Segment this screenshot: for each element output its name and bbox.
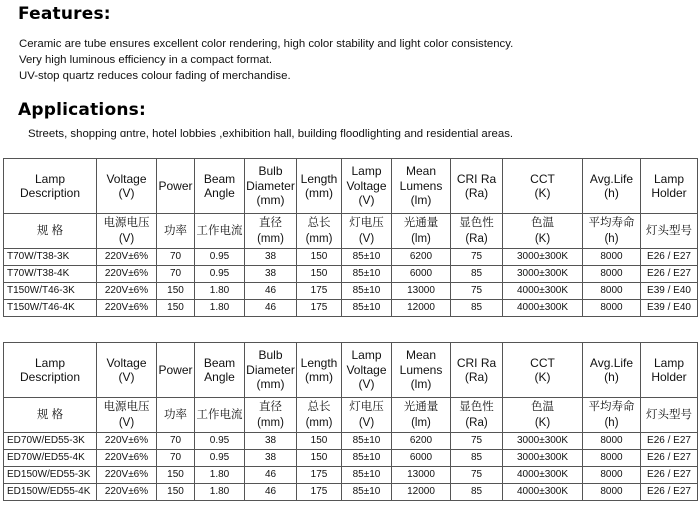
header-text: (mm) [305, 186, 333, 200]
cell-power: 70 [157, 433, 195, 450]
cell-cct: 4000±300K [503, 283, 583, 300]
header-voltage [97, 343, 157, 398]
header-text: 灯头型号 [646, 409, 692, 421]
header-zh-beam-angle [195, 398, 245, 433]
cell-cri: 85 [451, 484, 503, 501]
cell-avg-life: 8000 [583, 300, 641, 317]
header-zh-cct [503, 398, 583, 433]
header-text: (h) [604, 370, 619, 384]
header-text: (V) [118, 370, 135, 384]
header-mean-lumens [392, 343, 451, 398]
header-text: Length [300, 355, 338, 370]
header-mean-lumens [392, 159, 451, 214]
header-lamp-voltage [342, 343, 392, 398]
header-text: 规 格 [36, 409, 64, 421]
cell-bulb-diameter: 46 [245, 467, 297, 484]
cell-lamp-holder: E39 / E40 [641, 300, 698, 317]
cell-length: 175 [297, 283, 342, 300]
cell-cct: 3000±300K [503, 450, 583, 467]
cell-lamp-description: T70W/T38-3K [4, 249, 97, 266]
cell-voltage: 220V±6% [97, 283, 157, 300]
header-text: (V) [118, 417, 135, 429]
header-text: (V) [358, 417, 375, 429]
header-text: (V) [118, 186, 135, 200]
header-zh-power [157, 214, 195, 249]
header-zh-mean-lumens [392, 398, 451, 433]
header-text: 光通量 [403, 217, 439, 229]
cell-avg-life: 8000 [583, 484, 641, 501]
header-cct [503, 159, 583, 214]
header-text: Lamp [34, 355, 66, 370]
header-text: Holder [651, 186, 687, 200]
header-text: (mm) [305, 417, 333, 429]
cell-lamp-holder: E26 / E27 [641, 484, 698, 501]
cell-mean-lumens: 12000 [392, 300, 451, 317]
cell-beam-angle: 0.95 [195, 266, 245, 283]
header-bulb-diameter [245, 159, 297, 214]
cell-power: 70 [157, 266, 195, 283]
cell-mean-lumens: 13000 [392, 467, 451, 484]
spec-table-ed-series [3, 342, 698, 501]
header-text: (lm) [410, 377, 432, 392]
cell-mean-lumens: 12000 [392, 484, 451, 501]
cell-avg-life: 8000 [583, 433, 641, 450]
cell-power: 150 [157, 467, 195, 484]
cell-avg-life: 8000 [583, 450, 641, 467]
header-cri [451, 159, 503, 214]
header-text: Lumens [399, 362, 443, 377]
header-bulb-diameter [245, 343, 297, 398]
cell-length: 175 [297, 467, 342, 484]
cell-bulb-diameter: 38 [245, 249, 297, 266]
header-text: 电源电压 [103, 217, 150, 229]
header-avg-life [583, 159, 641, 214]
header-text: Lamp [34, 171, 66, 186]
header-lamp-description [4, 159, 97, 214]
header-zh-lamp-description [4, 398, 97, 433]
header-text: Voltage [106, 171, 147, 186]
table-row [4, 266, 698, 283]
header-text: CRI Ra [456, 355, 497, 370]
header-zh-beam-angle [195, 214, 245, 249]
header-text: 直径 [259, 217, 282, 229]
header-avg-life [583, 343, 641, 398]
header-text: Mean [405, 348, 437, 363]
header-text: (lm) [410, 193, 432, 208]
header-zh-mean-lumens [392, 214, 451, 249]
header-zh-lamp-holder [641, 398, 698, 433]
header-lamp-voltage [342, 159, 392, 214]
header-text: Lumens [399, 178, 443, 193]
cell-length: 175 [297, 300, 342, 317]
feature-line: UV-stop quartz reduces colour fading of merchandise. [19, 70, 291, 82]
header-length [297, 159, 342, 214]
table-row [4, 300, 698, 317]
cell-lamp-holder: E26 / E27 [641, 433, 698, 450]
cell-power: 150 [157, 300, 195, 317]
cell-beam-angle: 1.80 [195, 283, 245, 300]
header-text: CCT [530, 171, 555, 186]
header-zh-cri [451, 214, 503, 249]
cell-cri: 85 [451, 450, 503, 467]
header-zh-lamp-voltage [342, 214, 392, 249]
header-text: Holder [651, 370, 687, 384]
table-row [4, 450, 698, 467]
header-text: Lamp [653, 171, 685, 186]
cell-voltage: 220V±6% [97, 467, 157, 484]
cell-lamp-voltage: 85±10 [342, 249, 392, 266]
cell-lamp-holder: E26 / E27 [641, 249, 698, 266]
cell-avg-life: 8000 [583, 467, 641, 484]
header-text: Voltage [346, 178, 387, 193]
cell-lamp-voltage: 85±10 [342, 266, 392, 283]
header-text: Power [158, 362, 193, 377]
cell-cri: 75 [451, 433, 503, 450]
header-text: 直径 [259, 401, 282, 413]
header-zh-cri [451, 398, 503, 433]
spec-table-t-series [3, 158, 698, 317]
applications-heading: Applications: [18, 100, 146, 120]
cell-cri: 85 [451, 266, 503, 283]
header-text: 工作电流 [196, 409, 243, 421]
header-voltage [97, 159, 157, 214]
features-heading: Features: [18, 4, 111, 24]
cell-power: 150 [157, 283, 195, 300]
header-text: Lamp [351, 348, 382, 363]
cell-power: 70 [157, 450, 195, 467]
header-text: Beam [203, 171, 236, 186]
header-text: Beam [203, 355, 236, 370]
header-zh-lamp-voltage [342, 398, 392, 433]
header-row-en [4, 159, 698, 214]
header-text: (mm) [305, 233, 333, 245]
header-text: (V) [118, 233, 135, 245]
header-text: Voltage [346, 362, 387, 377]
cell-lamp-holder: E26 / E27 [641, 467, 698, 484]
header-text: Diameter [246, 362, 295, 377]
cell-lamp-description: T70W/T38-4K [4, 266, 97, 283]
header-text: Lamp [351, 164, 382, 179]
cell-lamp-voltage: 85±10 [342, 433, 392, 450]
header-row-zh [4, 398, 698, 433]
header-text: CRI Ra [456, 171, 497, 186]
cell-cri: 85 [451, 300, 503, 317]
header-beam-angle [195, 159, 245, 214]
cell-cct: 3000±300K [503, 433, 583, 450]
header-text: 功率 [164, 225, 187, 237]
cell-mean-lumens: 13000 [392, 283, 451, 300]
header-text: Length [300, 171, 338, 186]
cell-lamp-voltage: 85±10 [342, 450, 392, 467]
cell-length: 175 [297, 484, 342, 501]
header-text: (h) [604, 417, 619, 429]
cell-bulb-diameter: 46 [245, 484, 297, 501]
table-row [4, 283, 698, 300]
header-zh-lamp-holder [641, 214, 698, 249]
cell-voltage: 220V±6% [97, 249, 157, 266]
cell-beam-angle: 0.95 [195, 249, 245, 266]
header-text: (mm) [257, 233, 284, 245]
cell-avg-life: 8000 [583, 249, 641, 266]
header-text: (mm) [257, 417, 284, 429]
cell-beam-angle: 1.80 [195, 300, 245, 317]
cell-lamp-voltage: 85±10 [342, 300, 392, 317]
header-text: (Ra) [464, 370, 489, 384]
cell-cct: 4000±300K [503, 467, 583, 484]
header-text: Angle [204, 370, 235, 384]
header-zh-voltage [97, 214, 157, 249]
cell-mean-lumens: 6200 [392, 433, 451, 450]
table-row [4, 249, 698, 266]
header-text: (Ra) [465, 233, 488, 245]
cell-avg-life: 8000 [583, 266, 641, 283]
header-text: 灯电压 [349, 401, 384, 413]
cell-cct: 4000±300K [503, 300, 583, 317]
cell-length: 150 [297, 433, 342, 450]
header-text: (V) [358, 377, 375, 392]
header-text: 规 格 [36, 225, 64, 237]
header-lamp-holder [641, 159, 698, 214]
header-text: CCT [530, 355, 555, 370]
header-text: (V) [358, 193, 375, 208]
cell-bulb-diameter: 46 [245, 283, 297, 300]
header-text: 总长 [307, 217, 331, 229]
header-text: (V) [358, 233, 375, 245]
header-text: Description [19, 370, 81, 384]
cell-lamp-voltage: 85±10 [342, 484, 392, 501]
header-text: (mm) [256, 193, 285, 208]
header-text: (K) [534, 186, 551, 200]
cell-mean-lumens: 6000 [392, 450, 451, 467]
header-text: (h) [604, 186, 619, 200]
header-zh-lamp-description [4, 214, 97, 249]
header-lamp-holder [641, 343, 698, 398]
cell-beam-angle: 1.80 [195, 467, 245, 484]
cell-lamp-description: T150W/T46-4K [4, 300, 97, 317]
header-text: (lm) [411, 417, 431, 429]
header-text: Diameter [246, 178, 295, 193]
cell-bulb-diameter: 46 [245, 300, 297, 317]
cell-cri: 75 [451, 283, 503, 300]
cell-length: 150 [297, 249, 342, 266]
header-text: 显色性 [459, 217, 494, 229]
cell-lamp-voltage: 85±10 [342, 467, 392, 484]
header-text: 光通量 [403, 401, 439, 413]
header-text: Avg.Life [589, 355, 634, 370]
cell-lamp-voltage: 85±10 [342, 283, 392, 300]
header-text: (K) [534, 370, 551, 384]
header-text: 色温 [531, 401, 554, 413]
header-text: 电源电压 [103, 401, 150, 413]
header-zh-avg-life [583, 398, 641, 433]
header-text: Bulb [258, 348, 283, 363]
header-beam-angle [195, 343, 245, 398]
header-zh-bulb-diameter [245, 398, 297, 433]
header-text: Description [19, 186, 81, 200]
header-row-en [4, 343, 698, 398]
header-length [297, 343, 342, 398]
cell-cri: 75 [451, 467, 503, 484]
feature-line: Ceramic are tube ensures excellent color rendering, high color stability and light color consistency. [19, 38, 514, 50]
header-cct [503, 343, 583, 398]
header-text: Lamp [653, 355, 685, 370]
header-text: 色温 [531, 217, 554, 229]
header-text: 平均寿命 [588, 217, 635, 229]
cell-lamp-holder: E39 / E40 [641, 283, 698, 300]
header-zh-voltage [97, 398, 157, 433]
table-row [4, 433, 698, 450]
cell-power: 70 [157, 249, 195, 266]
header-zh-length [297, 214, 342, 249]
header-power [157, 159, 195, 214]
header-text: (mm) [305, 370, 333, 384]
cell-voltage: 220V±6% [97, 433, 157, 450]
header-text: Voltage [106, 355, 147, 370]
cell-lamp-holder: E26 / E27 [641, 450, 698, 467]
header-zh-avg-life [583, 214, 641, 249]
header-text: 功率 [164, 409, 187, 421]
header-text: Bulb [258, 164, 283, 179]
feature-line: Very high luminous efficiency in a compact format. [19, 54, 273, 66]
header-cri [451, 343, 503, 398]
cell-lamp-description: ED150W/ED55-3K [4, 467, 97, 484]
header-power [157, 343, 195, 398]
header-zh-bulb-diameter [245, 214, 297, 249]
header-text: 显色性 [459, 401, 494, 413]
header-lamp-description [4, 343, 97, 398]
header-text: Power [158, 178, 193, 193]
header-text: 总长 [307, 401, 331, 413]
header-zh-length [297, 398, 342, 433]
cell-cct: 4000±300K [503, 484, 583, 501]
header-text: (K) [534, 417, 551, 429]
cell-lamp-description: ED150W/ED55-4K [4, 484, 97, 501]
header-text: (mm) [256, 377, 285, 392]
cell-voltage: 220V±6% [97, 266, 157, 283]
header-row-zh [4, 214, 698, 249]
cell-bulb-diameter: 38 [245, 433, 297, 450]
cell-avg-life: 8000 [583, 283, 641, 300]
header-text: (K) [534, 233, 551, 245]
cell-lamp-holder: E26 / E27 [641, 266, 698, 283]
cell-voltage: 220V±6% [97, 450, 157, 467]
header-zh-cct [503, 214, 583, 249]
cell-cct: 3000±300K [503, 249, 583, 266]
applications-text: Streets, shopping ɑntre, hotel lobbies ,exhibition hall, building floodlighting and residential areas. [28, 128, 514, 140]
header-text: 灯头型号 [646, 225, 692, 237]
header-text: (lm) [411, 233, 431, 245]
cell-cct: 3000±300K [503, 266, 583, 283]
table-row [4, 467, 698, 484]
header-text: Angle [204, 186, 235, 200]
cell-length: 150 [297, 266, 342, 283]
cell-beam-angle: 1.80 [195, 484, 245, 501]
cell-bulb-diameter: 38 [245, 266, 297, 283]
header-text: 平均寿命 [588, 401, 635, 413]
cell-mean-lumens: 6000 [392, 266, 451, 283]
cell-power: 150 [157, 484, 195, 501]
cell-beam-angle: 0.95 [195, 433, 245, 450]
header-text: Mean [405, 164, 437, 179]
cell-length: 150 [297, 450, 342, 467]
table-row [4, 484, 698, 501]
cell-lamp-description: ED70W/ED55-4K [4, 450, 97, 467]
cell-lamp-description: ED70W/ED55-3K [4, 433, 97, 450]
cell-cri: 75 [451, 249, 503, 266]
cell-mean-lumens: 6200 [392, 249, 451, 266]
cell-voltage: 220V±6% [97, 484, 157, 501]
cell-bulb-diameter: 38 [245, 450, 297, 467]
header-text: 工作电流 [196, 225, 243, 237]
header-zh-power [157, 398, 195, 433]
cell-voltage: 220V±6% [97, 300, 157, 317]
header-text: 灯电压 [349, 217, 384, 229]
cell-lamp-description: T150W/T46-3K [4, 283, 97, 300]
header-text: (Ra) [465, 417, 488, 429]
header-text: (h) [604, 233, 619, 245]
header-text: (Ra) [464, 186, 489, 200]
header-text: Avg.Life [589, 171, 634, 186]
cell-beam-angle: 0.95 [195, 450, 245, 467]
